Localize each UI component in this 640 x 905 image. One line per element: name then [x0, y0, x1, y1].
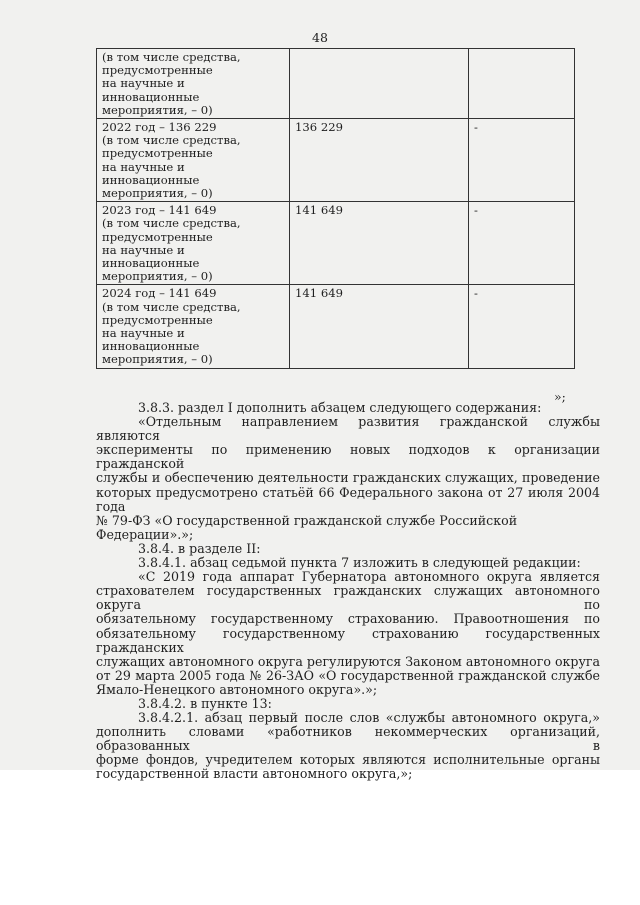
paragraph-line: служащих автономного округа регулируются Законом автономного округа [96, 653, 600, 669]
paragraph-line: № 79-ФЗ «О государственной гражданской службе Российской Федерации».»; [96, 512, 518, 542]
extra-cell: - [469, 285, 575, 368]
paragraph-line: эксперименты по применению новых подходов к организации гражданской [96, 442, 600, 472]
period-line: (в том числе средства, [102, 216, 241, 231]
table-closing-quote: »; [554, 389, 566, 404]
period-line: на научные и [102, 326, 185, 341]
period-line: предусмотренные [102, 63, 213, 78]
paragraph-line: дополнить словами «работников некоммерческих организаций, образованных в [96, 724, 600, 754]
table-row [97, 119, 575, 202]
period-line: 2024 год – 141 649 [102, 286, 217, 301]
paragraph-line: обязательному государственному страхованию. Правоотношения по [96, 611, 600, 627]
period-cell [97, 49, 290, 119]
paragraph-line: форме фондов, учредителем которых являются исполнительные органы [96, 752, 600, 768]
period-line: (в том числе средства, [102, 299, 241, 314]
extra-cell [469, 49, 575, 119]
paragraph-line: 3.8.4.2. в пункте 13: [138, 695, 272, 711]
period-line: (в том числе средства, [102, 133, 241, 148]
paragraph-line: Ямало-Ненецкого автономного округа».»; [96, 681, 378, 697]
period-line: предусмотренные [102, 312, 213, 327]
extra-cell: - [469, 119, 575, 202]
period-line: мероприятия, – 0) [102, 186, 213, 201]
period-line: предусмотренные [102, 146, 213, 161]
amendment-text [96, 401, 600, 782]
paragraph-line: страхователем государственных гражданских служащих автономного округа по [96, 583, 600, 613]
paragraph-line: 3.8.3. раздел I дополнить абзацем следующего содержания: [138, 400, 542, 415]
period-line: мероприятия, – 0) [102, 102, 213, 117]
paragraph-line: «Отдельным направлением развития гражданской службы являются [96, 414, 600, 444]
period-line: инновационные [102, 172, 200, 187]
table-row [97, 285, 575, 368]
paragraph-line: 3.8.4.2.1. абзац первый после слов «службы автономного округа,» [138, 710, 600, 726]
amount-cell: 136 229 [290, 119, 469, 202]
paragraph-line: «С 2019 года аппарат Губернатора автономного округа является [138, 569, 600, 585]
period-line: 2022 год – 136 229 [102, 120, 217, 135]
budget-table [96, 48, 575, 369]
period-cell [97, 285, 290, 368]
period-line: инновационные [102, 256, 200, 271]
paragraph-line: 3.8.4. в разделе II: [138, 540, 261, 556]
paragraph-line: 3.8.4.1. абзац седьмой пункта 7 изложить в следующей редакции: [138, 555, 581, 571]
period-line: инновационные [102, 89, 200, 104]
paragraph-line: государственной власти автономного округа,»; [96, 766, 413, 782]
period-cell [97, 119, 290, 202]
page-number: 48 [312, 30, 328, 45]
period-cell [97, 202, 290, 285]
period-line: на научные и [102, 242, 185, 257]
period-line: 2023 год – 141 649 [102, 203, 217, 218]
amount-cell: 141 649 [290, 202, 469, 285]
paragraph-line: которых предусмотрено статьёй 66 Федерального закона от 27 июля 2004 года [96, 484, 600, 514]
paragraph-line: обязательному государственному страхованию государственных гражданских [96, 625, 600, 655]
period-line: (в том числе средства, [102, 50, 241, 64]
period-line: предусмотренные [102, 229, 213, 244]
table-row [97, 202, 575, 285]
period-line: инновационные [102, 339, 200, 354]
table-row [97, 49, 575, 119]
extra-cell: - [469, 202, 575, 285]
amount-cell [290, 49, 469, 119]
period-line: на научные и [102, 76, 185, 91]
period-line: на научные и [102, 159, 185, 174]
paragraph-line: от 29 марта 2005 года № 26-ЗАО «О государственной гражданской службе [96, 667, 600, 683]
paragraph-line: службы и обеспечению деятельности гражданских служащих, проведение [96, 470, 600, 486]
amount-cell: 141 649 [290, 285, 469, 368]
period-line: мероприятия, – 0) [102, 269, 213, 284]
period-line: мероприятия, – 0) [102, 352, 213, 367]
